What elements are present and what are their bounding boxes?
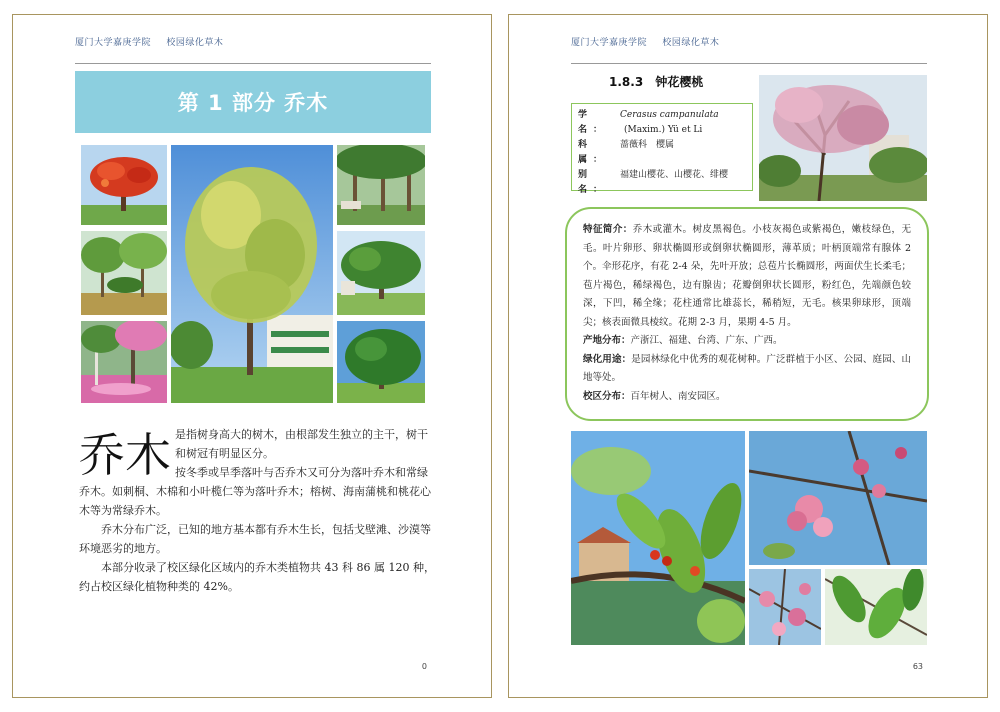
photo-large-yellow-green-tree <box>171 145 333 403</box>
running-header <box>75 35 235 48</box>
header-institution: 厦门大学嘉庚学院 <box>75 38 152 48</box>
campus-text: 百年树人、南安园区。 <box>630 390 726 402</box>
intro-paragraph-1a: 是指树身高大的树木，由根部发生独立的主干，树干和树冠有明显区分。 <box>175 428 428 460</box>
sci-name-label: 学 名： <box>578 110 609 135</box>
photo-cherry-fruit-leaves <box>571 431 745 645</box>
campus-label: 校区分布： <box>583 390 631 402</box>
use-text: 是园林绿化中优秀的观花树种。广泛群植于小区、公园、庭园、山地等处。 <box>583 353 911 383</box>
feature-label: 特征简介： <box>583 224 633 235</box>
photo-cherry-tree-blossoms <box>759 75 927 201</box>
running-header <box>571 35 731 48</box>
section-banner <box>75 71 431 133</box>
header-rule <box>571 63 927 64</box>
section-title: 第 1 部分 乔木 <box>177 91 329 115</box>
photo-green-leaves <box>825 569 927 645</box>
intro-paragraph-2: 乔木分布广泛，已知的地方基本都有乔木生长，包括戈壁滩、沙漠等环境恶劣的地方。 <box>79 523 431 555</box>
header-book-title: 校园绿化草木 <box>166 38 224 48</box>
photo-pink-flowers-cluster <box>749 569 821 645</box>
family-label: 科 属： <box>578 140 609 165</box>
family-value: 蔷薇科 樱属 <box>620 140 675 150</box>
alias-label: 别 名： <box>578 170 609 195</box>
photo-round-green-tree <box>337 321 425 403</box>
sci-name-value: Cerasus campanulata <box>620 110 719 120</box>
info-row-family <box>578 138 746 168</box>
photo-grove-trees <box>81 231 167 315</box>
campus-paragraph <box>583 388 911 407</box>
species-number: 1.8.3 <box>609 75 644 89</box>
use-paragraph <box>583 351 911 388</box>
origin-label: 产地分布： <box>583 335 631 346</box>
page-number: 0 <box>421 662 427 671</box>
right-page <box>508 14 988 698</box>
sci-name-author: (Maxim.) Yü et Li <box>624 125 703 135</box>
info-row-alias <box>578 168 746 198</box>
photo-pink-blossom-path <box>81 321 167 403</box>
left-page <box>12 14 492 698</box>
species-heading <box>609 73 711 90</box>
species-description-box <box>565 207 929 421</box>
header-institution: 厦门大学嘉庚学院 <box>571 38 648 48</box>
origin-paragraph <box>583 332 911 351</box>
header-book-title: 校园绿化草木 <box>662 38 720 48</box>
info-row-scientific-name <box>578 108 746 138</box>
page-number: 63 <box>912 662 923 671</box>
drop-cap-word: 乔木 <box>79 428 171 482</box>
species-info-box <box>571 103 753 195</box>
photo-spreading-tree <box>337 231 425 315</box>
species-name: 钟花樱桃 <box>655 75 704 89</box>
intro-paragraph-3: 本部分收录了校区绿化区域内的乔木类植物共 43 科 86 属 120 种，约占校区绿化植物种类的 42%。 <box>79 561 435 593</box>
use-label: 绿化用途： <box>583 353 632 365</box>
intro-text <box>79 425 435 596</box>
feature-paragraph <box>583 221 911 332</box>
photo-tall-tree-row <box>337 145 425 225</box>
feature-text: 乔木或灌木。树皮黑褐色。小枝灰褐色或紫褐色，嫩枝绿色，无毛。叶片卵形、卵状椭圆形或倒卵状椭圆形，薄革质；叶柄顶端常有腺体 2 个。伞形花序，有花 2-4 朵，先叶开放；总苞片长椭圆形，两面伏生长柔毛；苞片褐色，稀绿褐色，边有腺齿；花瓣倒卵状长圆形，粉红色，先端颜色较深，下凹，稀全缘；花柱通常比雄蕊长，稀稍短，无毛。核果卵球形，顶端尖；核表面微具棱纹。花期 2-3 月，果期 4-5 月。 <box>583 224 911 328</box>
photo-red-flowering-tree <box>81 145 167 225</box>
photo-pink-flower-closeup <box>749 431 927 565</box>
alias-value: 福建山樱花、山樱花、绯樱 <box>620 170 729 180</box>
origin-text: 产浙江、福建、台湾、广东、广西。 <box>630 335 783 346</box>
intro-paragraph-1b: 按冬季或旱季落叶与否乔木又可分为落叶乔木和常绿乔木。如刺桐、木棉和小叶榄仁等为落叶乔木；榕树、海南蒲桃和桃花心木等为常绿乔木。 <box>79 466 431 517</box>
header-rule <box>75 63 431 64</box>
